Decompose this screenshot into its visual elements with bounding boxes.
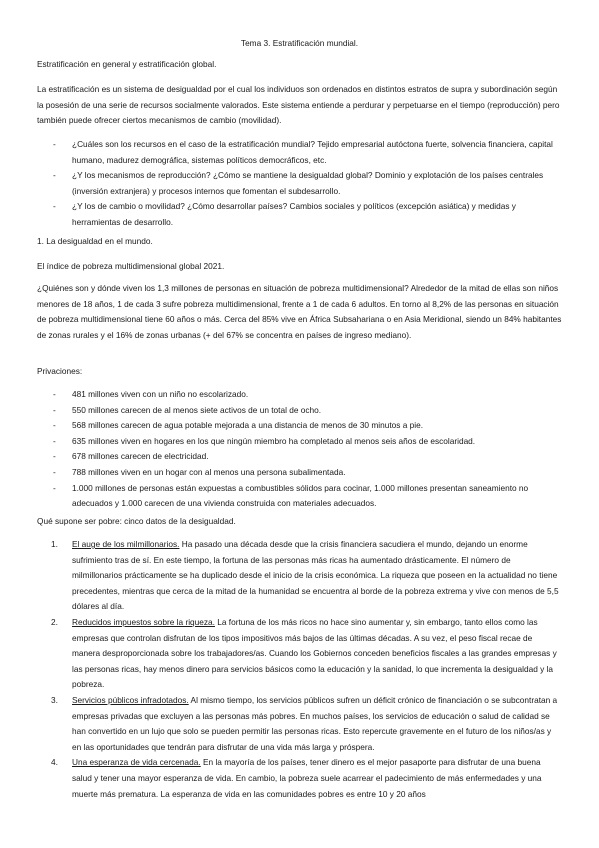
list-item: [51, 615, 562, 693]
fact-text: En la mayoría de los países, tener dinero es el mejor pasaporte para disfrutar de una buena salud y tener una mayor esperanza de vida. En cambio, la pobreza suele acarrear el padecimiento de más enfermedades y una muerte más prematura. La esperanza de vida en las comunidades pobres es entre 10 y 20 años: [72, 757, 542, 799]
list-item: - ¿Y los de cambio o movilidad? ¿Cómo desarrollar países? Cambios sociales y políticos (excepción asiática) y medidas y herramientas de desarrollo.: [60, 199, 562, 230]
fact-lead: Servicios públicos infradotados.: [72, 694, 189, 705]
fact-text: Al mismo tiempo, los servicios públicos sufren un déficit crónico de financiación o se subcontratan a empresas privadas que excluyen a las personas más pobres. En muchos países, los servicios de educación o salud de calidad se han convertido en un lujo que solo se pueden permitir las personas ricas. Esto repercute gravemente en el futuro de los niños/as y en las oportunidades que tendrán para disfrutar de una vida más larga y próspera.: [72, 694, 558, 752]
privations-heading: Privaciones:: [37, 366, 83, 376]
list-item: - 481 millones viven con un niño no escolarizado.: [60, 387, 562, 403]
section-heading-general: Estratificación en general y estratificación global.: [37, 59, 217, 69]
fact-text: La fortuna de los más ricos no hace sino aumentar y, sin embargo, tanto ellos como las empresas que controlan disfrutan de los tipos impositivos más bajos de las últimas décadas. A su vez, el peso fiscal recae de manera desproporcionada sobre los trabajadores/as. Cuando los Gobiernos conceden beneficios fiscales a las grandes empresas y las personas ricas, hay menos dinero para servicios básicos como la educación y la sanidad, lo que incrementa la desigualdad y la pobreza.: [72, 616, 557, 690]
document-title: Tema 3. Estratificación mundial.: [240, 38, 359, 48]
fact-lead: Una esperanza de vida cercenada.: [72, 757, 201, 768]
section-heading-1: 1. La desigualdad en el mundo.: [37, 236, 153, 246]
poverty-facts-list: [51, 537, 562, 802]
privations-list: [60, 387, 562, 512]
list-number: 4.: [51, 757, 58, 768]
intro-paragraph: La estratificación es un sistema de desigualdad por el cual los individuos son ordenados en distintos estratos de supra y subordinación según la posesión de una serie de recursos socialmente valorados. Este sistema entiende a perdurar y perpetuarse en el tiempo (reproducción) pero también puede ofrecer ciertos mecanismos de cambio (movilidad).: [37, 84, 560, 126]
list-item: - 678 millones carecen de electricidad.: [60, 449, 562, 465]
mpi-paragraph: ¿Quiénes son y dónde viven los 1,3 millones de personas en situación de pobreza multidimensional? Alrededor de la mitad de ellas son niños menores de 18 años, 1 de cada 3 sufre pobreza multidimensional, frente a 1 de cada 6 adultos. En torno al 8,2% de las personas en situación de pobreza multidimensional tiene 60 años o más. Cerca del 85% vive en África Subsahariana o en Asia Meridional, siendo un 84% habitantes de zonas rurales y el 16% de zonas urbanas (+ del 67% se concentra en países de ingreso mediano).: [37, 283, 562, 340]
list-number: 1.: [51, 539, 58, 549]
list-item: - 635 millones viven en hogares en los que ningún miembro ha completado al menos seis años de escolaridad.: [60, 434, 562, 450]
questions-list: [60, 137, 562, 231]
list-item: [51, 693, 562, 755]
list-number: 2.: [51, 616, 58, 627]
list-item: - 568 millones carecen de agua potable mejorada a una distancia de menos de 30 minutos a pie.: [60, 418, 562, 434]
poverty-facts-heading: Qué supone ser pobre: cinco datos de la desigualdad.: [37, 516, 236, 526]
list-item: - ¿Cuáles son los recursos en el caso de la estratificación mundial? Tejido empresarial autóctona fuerte, solvencia financiera, capital humano, madurez demográfica, sistemas políticos democráficos, etc.: [60, 137, 562, 168]
fact-text: Ha pasado una década desde que la crisis financiera sacudiera el mundo, dejando un enorme sufrimiento tras de sí. En este tiempo, la fortuna de las personas más ricas ha aumentado drásticamente. El número de milmillonarios prácticamente se ha duplicado desde el inicio de la crisis económica. La riqueza que poseen en la actualidad no tiene precedentes, mientras que cerca de la mitad de la humanidad se encuentra al borde de la pobreza extrema y vive con menos de 5,5 dólares al día.: [72, 539, 559, 612]
list-item: - ¿Y los mecanismos de reproducción? ¿Cómo se mantiene la desigualdad global? Dominio y explotación de los países centrales (inversión extranjera) y procesos internos que fomentan el subdesarrollo.: [60, 168, 562, 199]
list-item: [51, 755, 562, 802]
subheading-index: El índice de pobreza multidimensional global 2021.: [37, 261, 225, 271]
list-number: 3.: [51, 694, 58, 705]
list-item: - 550 millones carecen de al menos siete activos de un total de ocho.: [60, 403, 562, 419]
fact-lead: El auge de los milmillonarios.: [72, 539, 180, 549]
list-item: - 788 millones viven en un hogar con al menos una persona subalimentada.: [60, 465, 562, 481]
fact-lead: Reducidos impuestos sobre la riqueza.: [72, 616, 215, 627]
list-item: [51, 537, 562, 615]
list-item: - 1.000 millones de personas están expuestas a combustibles sólidos para cocinar, 1.000 millones presentan saneamiento no adecuados y 1.000 carecen de una vivienda construida con materiales adecuados.: [60, 481, 562, 512]
